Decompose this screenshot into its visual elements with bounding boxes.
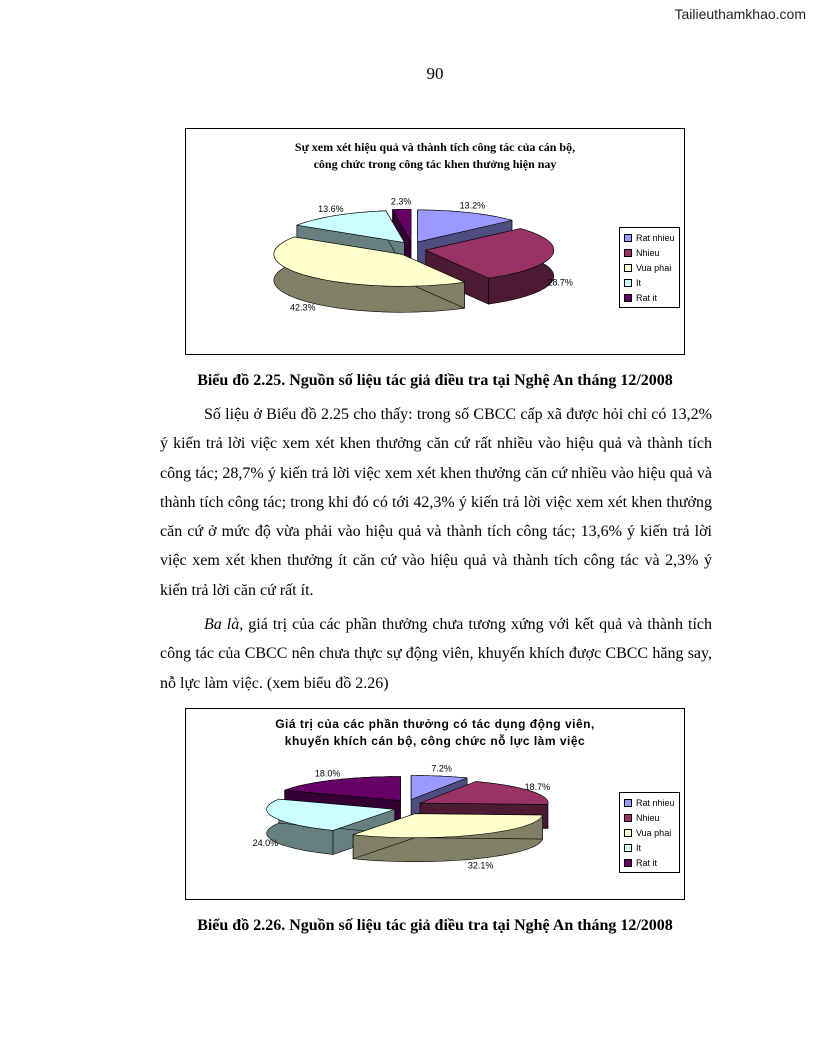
chart-title-line-2: khuyến khích cán bộ, công chức nỗ lực làm việc [284,734,586,748]
pie-data-label: 42.3% [289,302,316,313]
legend-label: Vua phai [636,827,672,838]
legend-swatch [624,829,632,837]
legend-item [624,795,675,810]
chart-2-25 [185,128,685,355]
pie-data-label: 24.0% [252,838,279,849]
pie-data-label: 7.2% [431,763,452,774]
chart-title-line-1: Giá trị của các phần thưởng có tác dụng động viên, [275,717,595,731]
pie-data-label: 13.6% [318,204,344,215]
legend-item [624,230,675,245]
figure-caption-2-25: Biểu đồ 2.25. Nguồn số liệu tác giả điều tra tại Nghệ An tháng 12/2008 [197,372,673,389]
chart-legend [619,792,680,873]
legend-label: Rat nhieu [636,232,675,243]
pie-data-label: 18.0% [314,768,341,779]
legend-swatch [624,799,632,807]
pie-data-label: 32.1% [467,860,494,871]
pie-chart-svg [186,709,684,899]
legend-label: Rat nhieu [636,797,675,808]
legend-item [624,275,675,290]
legend-label: Vua phai [636,262,672,273]
pie-data-label: 2.3% [390,196,412,207]
chart-legend [619,227,680,308]
legend-item [624,840,675,855]
legend-item [624,290,675,305]
legend-label: Rat it [636,292,658,303]
legend-label: Nhieu [636,247,660,258]
legend-swatch [624,814,632,822]
paragraph-1-text: Số liệu ở Biểu đồ 2.25 cho thấy: trong số CBCC cấp xã được hỏi chỉ có 13,2% ý kiến trả lời việc xem xét khen thưởng căn cứ rất nhiều vào hiệu quả và thành tích công tác; 28,7% ý kiến trả lời việc xem xét khen thưởng căn cứ nhiều vào hiệu quả và thành tích công tác; trong khi đó có tới 42,3% ý kiến trả lời việc xem xét khen thưởng căn cứ ở mức độ vừa phải vào hiệu quả và thành tích công tác; 13,6% ý kiến trả lời việc xem xét khen thưởng ít căn cứ vào hiệu quả và thành tích công tác và 2,3% ý kiến trả lời căn cứ rất ít. [160,406,712,599]
paragraph-2-lead: Ba là, [204,616,244,633]
legend-label: Rat it [636,857,658,868]
figure-caption-2-26: Biểu đồ 2.26. Nguồn số liệu tác giả điều tra tại Nghệ An tháng 12/2008 [197,917,673,934]
pie-data-label: 28.7% [547,277,573,288]
legend-item [624,245,675,260]
paragraph-1 [160,400,712,605]
paragraph-2-text: giá trị của các phần thưởng chưa tương xứng với kết quả và thành tích công tác của CBCC nên chưa thực sự động viên, khuyến khích được CBCC hăng say, nỗ lực làm việc. (xem biểu đồ 2.26) [160,616,712,692]
legend-swatch [624,859,632,867]
chart-title-line-2: công chức trong công tác khen thưởng hiện nay [313,157,557,171]
legend-label: It [636,277,642,288]
pie-data-label: 18.7% [524,782,551,793]
legend-swatch [624,844,632,852]
legend-item [624,825,675,840]
pie-data-label: 13.2% [459,200,486,211]
chart-2-26 [185,708,685,900]
legend-swatch [624,234,632,242]
legend-item [624,260,675,275]
chart-title-line-1: Sự xem xét hiệu quả và thành tích công tác của cán bộ, [294,140,576,154]
paragraph-2 [160,610,712,698]
legend-item [624,855,675,870]
pie-chart-svg [186,129,684,354]
legend-swatch [624,279,632,287]
legend-item [624,810,675,825]
legend-label: Nhieu [636,812,660,823]
page-number: 90 [426,64,444,83]
legend-swatch [624,249,632,257]
legend-swatch [624,264,632,272]
legend-label: It [636,842,642,853]
legend-swatch [624,294,632,302]
watermark: Tailieuthamkhao.com [674,6,806,22]
